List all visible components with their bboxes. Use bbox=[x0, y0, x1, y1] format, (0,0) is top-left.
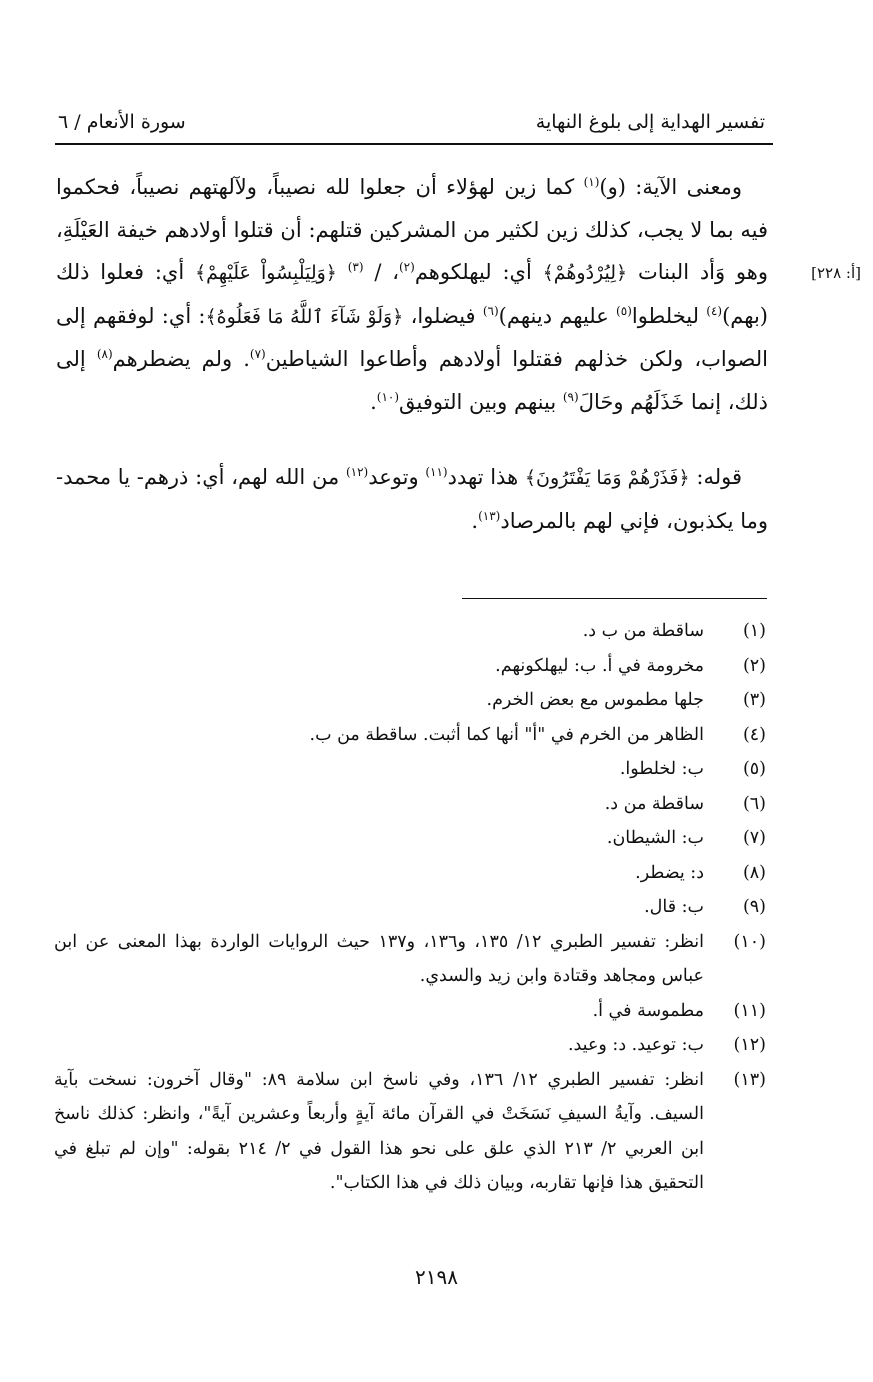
quran-quote: ﴿لِيُرْدُوهُمْ﴾ bbox=[542, 262, 628, 284]
footnote-item bbox=[54, 856, 766, 891]
running-header-surah: سورة الأنعام / ٦ bbox=[58, 111, 186, 133]
text-run: بينهم وبين التوفيق bbox=[399, 389, 563, 414]
footnote-number: (٧) bbox=[742, 828, 766, 848]
text-run: . bbox=[370, 389, 377, 414]
text-run bbox=[337, 260, 348, 284]
footnote-item bbox=[54, 614, 766, 649]
footnote-ref: (٦) bbox=[482, 303, 499, 318]
commentary-paragraph-2 bbox=[56, 456, 768, 542]
footnote-number: (١١) bbox=[733, 1000, 766, 1021]
footnote-text: ب: لخلطوا. bbox=[619, 759, 704, 779]
footnote-text: انظر: تفسير الطبري ١٢/ ١٣٦، وفي ناسخ ابن سلامة ٨٩: "وقال آخرون: نسخت بآية السيف. وآيةُ السيفِ نَسَخَتْ في القرآن مائة آيةٍ وأربعاً وعشرين آيةً"، وانظر: كذلك ناسخ ابن العربي ٢/ ٢١٣ الذي علق على نحو هذا القول في ٢/ ٢١٤ بقوله: "وإن لم تبلغ في التحقيق هذا فإنها تقاربه، وبيان ذلك في هذا الكتاب". bbox=[54, 1069, 704, 1193]
footnote-number: (٩) bbox=[742, 897, 766, 917]
footnote-text: مطموسة في أ. bbox=[592, 1000, 704, 1021]
footnote-number: (٦) bbox=[742, 793, 766, 814]
footnote-ref: (١٣) bbox=[478, 508, 501, 523]
footnote-number: (١٣) bbox=[733, 1069, 766, 1090]
footnote-item bbox=[54, 890, 766, 925]
footnote-ref: (١١) bbox=[425, 465, 448, 479]
text-run: ومعنى الآية: (و) bbox=[599, 175, 742, 199]
footnote-number: (٣) bbox=[742, 690, 766, 710]
footnote-item bbox=[54, 787, 766, 822]
footnote-text: ساقطة من ب د. bbox=[582, 621, 704, 641]
page-number: ٢١٩٨ bbox=[415, 1265, 458, 1289]
footnote-item bbox=[54, 718, 766, 753]
footnote-text: ب: الشيطان. bbox=[606, 828, 704, 848]
quran-quote: ﴿وَلِيَلْبِسُواْ عَلَيْهِمْ﴾ bbox=[194, 262, 337, 284]
footnote-number: (١٢) bbox=[733, 1035, 766, 1055]
footnotes bbox=[54, 614, 766, 1201]
footnote-item bbox=[54, 821, 766, 856]
text-run: إلى ذلك، إنما خَذَلَهُم وحَالَ bbox=[56, 347, 768, 414]
manuscript-folio-marker: [أ: ٢٢٨] bbox=[811, 264, 861, 282]
footnote-text: الظاهر من الخرم في "أ" أنها كما أثبت. ساقطة من ب. bbox=[309, 724, 704, 745]
footnote-text: ساقطة من د. bbox=[604, 793, 704, 814]
footnote-text: د: يضطر. bbox=[635, 862, 704, 883]
text-run: . bbox=[471, 508, 479, 533]
quran-quote: ﴿وَلَوْ شَآءَ ٱللَّهُ مَا فَعَلُوهُ﴾ bbox=[205, 305, 404, 328]
commentary-paragraph-1 bbox=[56, 166, 768, 423]
text-run: أي: فعلوا ذلك (بهم) bbox=[56, 260, 768, 328]
footnote-item bbox=[54, 649, 766, 684]
footnote-number: (١٠) bbox=[733, 931, 766, 952]
text-run: كما زين لهؤلاء أن جعلوا لله نصيباً، ولآلهتهم نصيباً، فحكموا فيه بما لا يجب، كذلك زين لكثير من المشركين قتلهم: أن قتلوا أولادهم خيفة العَيْلَةِ، وهو وَأد البنات bbox=[56, 175, 768, 284]
text-run: وتوعد bbox=[368, 465, 426, 489]
footnote-ref: (١) bbox=[583, 175, 600, 189]
text-run: ليخلطوا bbox=[631, 303, 707, 328]
footnote-ref: (٤) bbox=[706, 303, 723, 318]
footnote-item bbox=[54, 994, 766, 1029]
text-run: عليهم دينهم) bbox=[498, 303, 617, 328]
footnote-item bbox=[54, 1063, 766, 1201]
footnote-ref: (٩) bbox=[562, 389, 579, 404]
footnote-item bbox=[54, 925, 766, 994]
footnote-ref: (٢) bbox=[398, 260, 415, 274]
footnote-text: مخرومة في أ. ب: ليهلكونهم. bbox=[495, 655, 704, 676]
text-run: فيضلوا، bbox=[403, 303, 483, 328]
footnote-item bbox=[54, 752, 766, 787]
footnote-ref: (١٢) bbox=[345, 465, 369, 479]
text-run: : أي: لوفقهم إلى الصواب، ولكن خذلهم فقتلوا أولادهم وأطاعوا الشياطين bbox=[56, 303, 768, 371]
text-run: . ولم يضطرهم bbox=[112, 347, 250, 371]
footnote-separator bbox=[462, 598, 767, 599]
quran-quote: ﴿فَذَرْهُمْ وَمَا يَفْتَرُونَ﴾ bbox=[524, 467, 690, 489]
text-run: ، / bbox=[363, 260, 399, 284]
header-rule bbox=[55, 143, 773, 145]
text-run: هذا تهدد bbox=[447, 465, 525, 489]
footnote-ref: (٥) bbox=[616, 303, 632, 318]
footnote-text: ب: توعيد. د: وعيد. bbox=[567, 1035, 704, 1055]
footnote-ref: (٧) bbox=[249, 347, 266, 361]
footnote-ref: (١٠) bbox=[376, 389, 400, 404]
footnote-number: (٤) bbox=[742, 724, 766, 745]
text-run: قوله: bbox=[689, 465, 742, 489]
footnote-ref: (٣) bbox=[347, 260, 364, 274]
text-run: من الله لهم، أي: ذرهم- يا محمد- وما يكذبون، فإني لهم بالمرصاد bbox=[56, 465, 768, 533]
footnote-item bbox=[54, 683, 766, 718]
text-run: أي: ليهلكوهم bbox=[414, 260, 543, 284]
footnote-number: (٥) bbox=[742, 759, 766, 779]
footnote-text: انظر: تفسير الطبري ١٢/ ١٣٥، و١٣٦، و١٣٧ حيث الروايات الواردة بهذا المعنى عن ابن عباس ومجاهد وقتادة وابن زيد والسدي. bbox=[54, 931, 704, 986]
footnote-number: (٨) bbox=[742, 862, 766, 883]
footnote-ref: (٨) bbox=[96, 347, 113, 361]
footnote-number: (١) bbox=[742, 621, 766, 641]
footnote-text: ب: قال. bbox=[644, 897, 704, 917]
footnote-text: جلها مطموس مع بعض الخرم. bbox=[486, 690, 704, 710]
footnote-item bbox=[54, 1028, 766, 1063]
footnote-number: (٢) bbox=[742, 655, 766, 676]
running-header-book-title: تفسير الهداية إلى بلوغ النهاية bbox=[535, 111, 765, 133]
